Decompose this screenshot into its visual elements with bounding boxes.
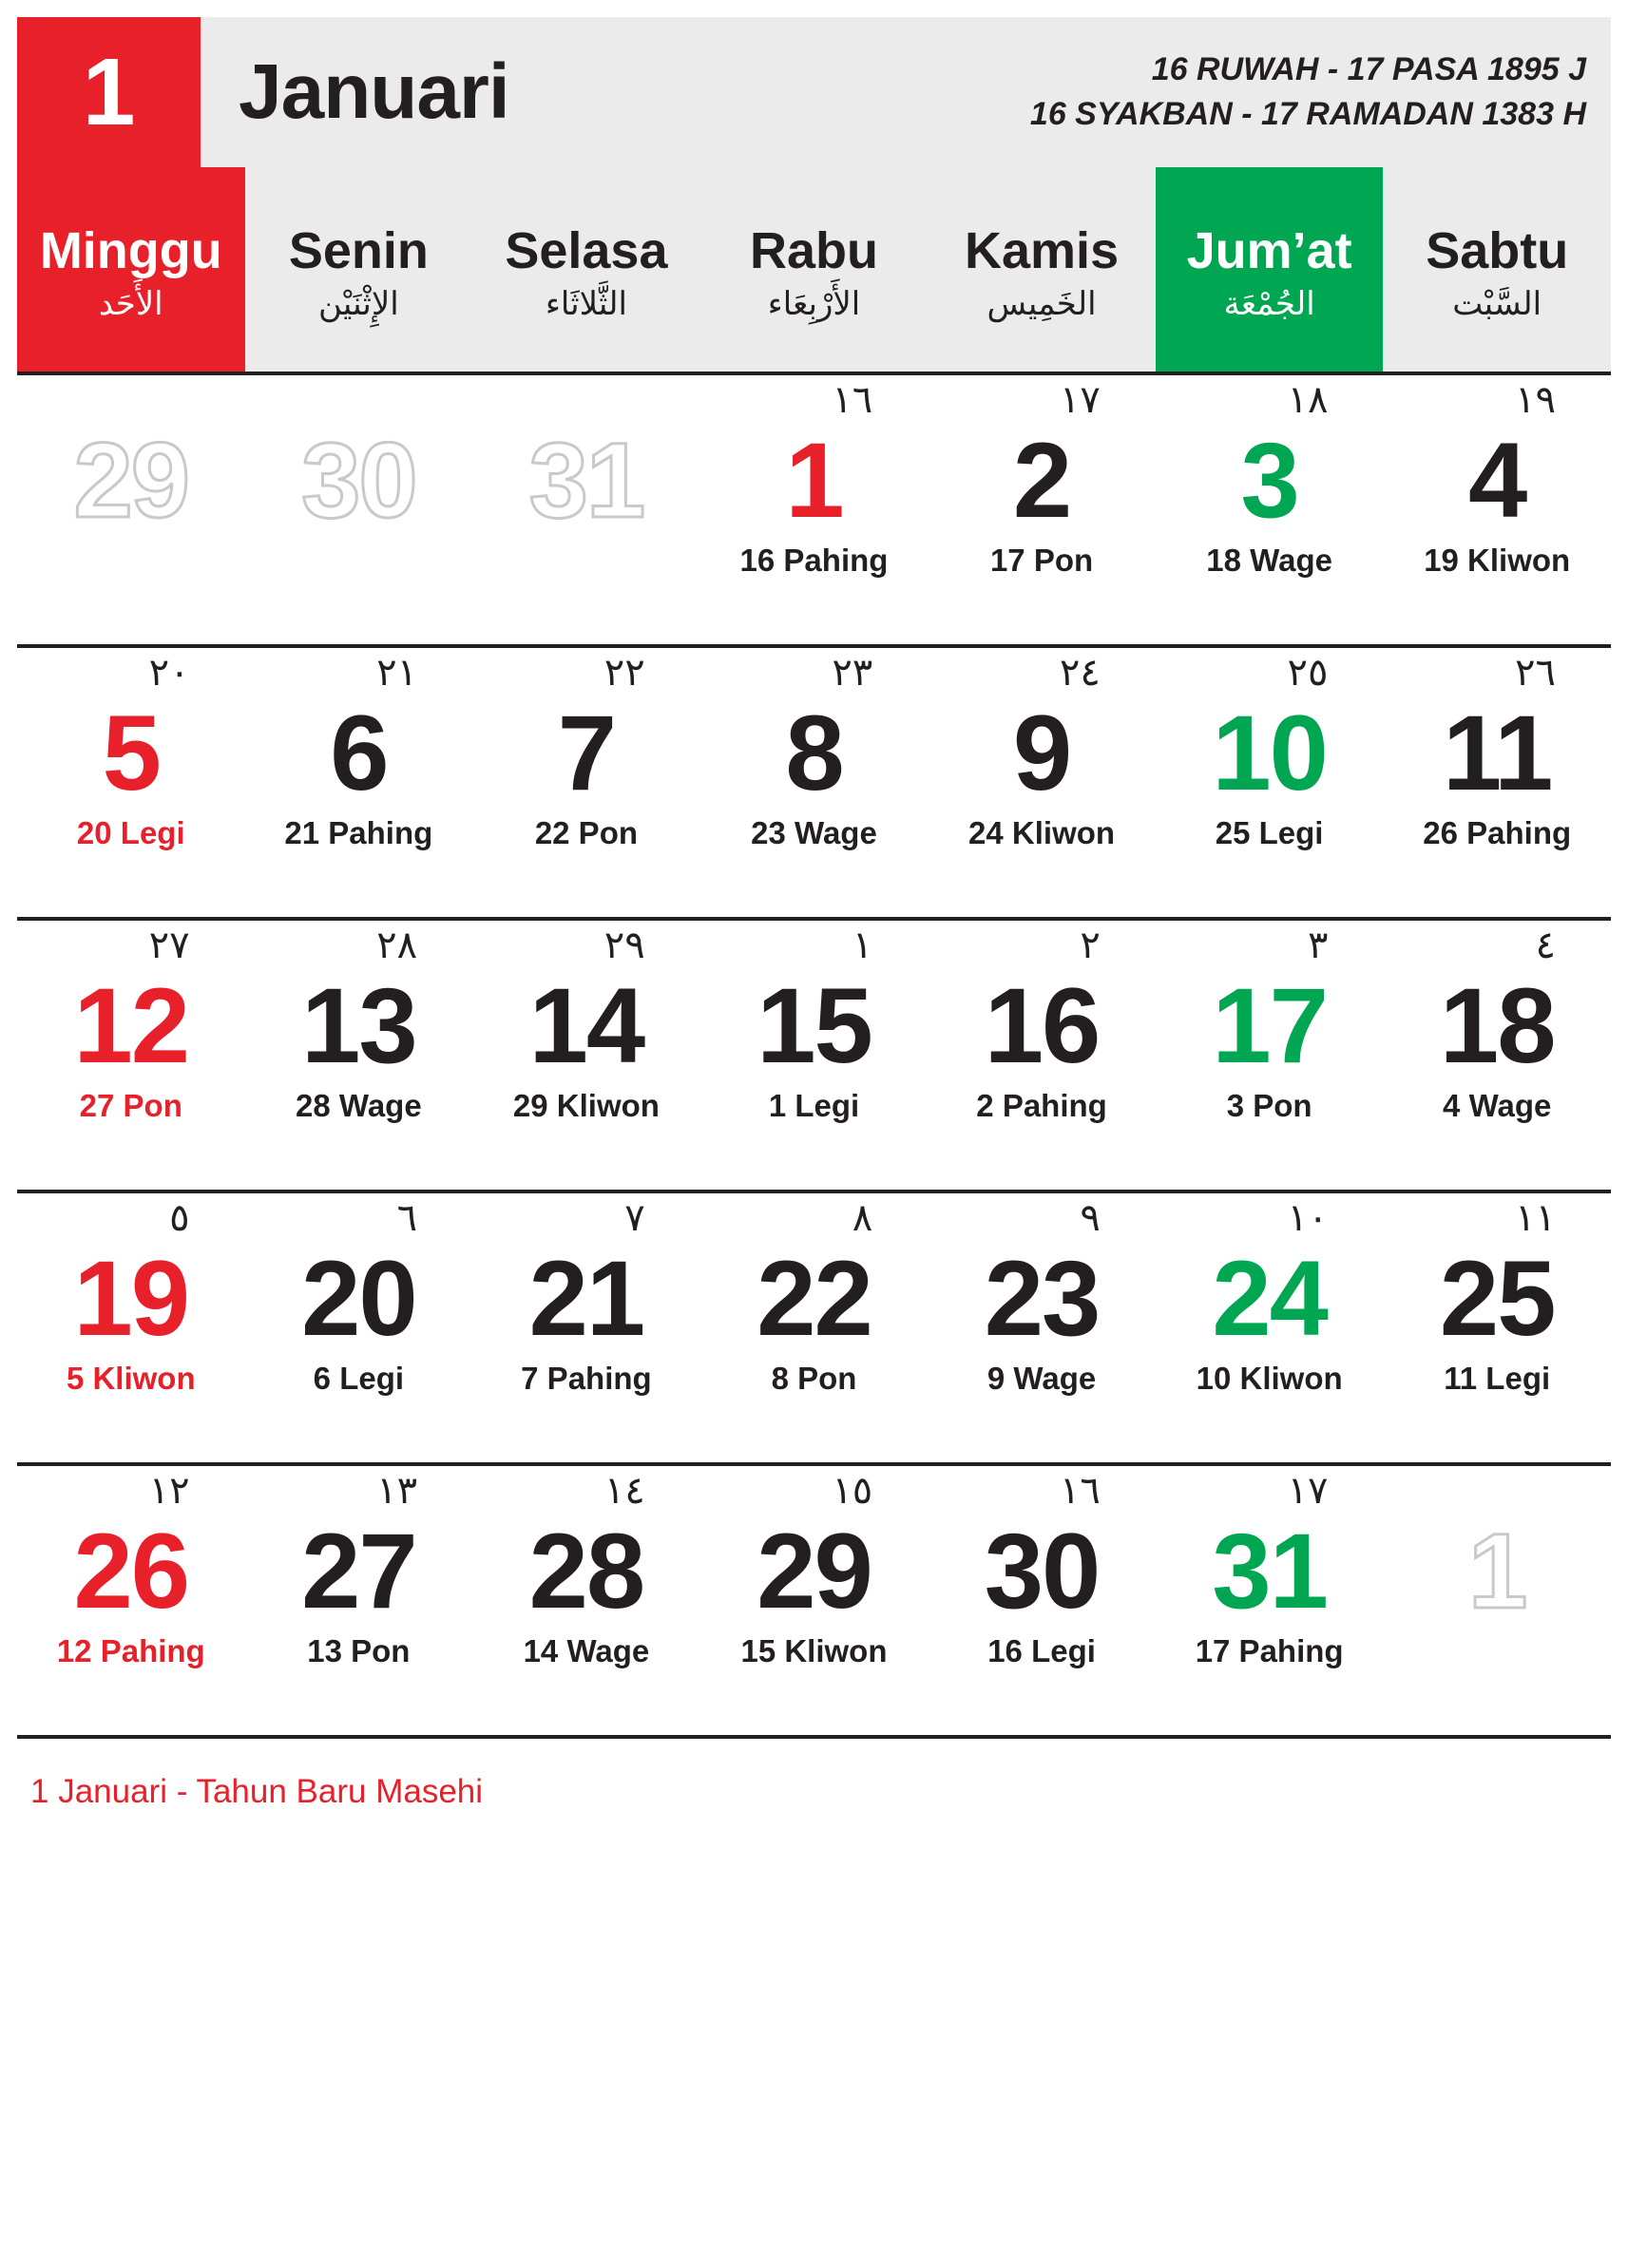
gregorian-day-number: 15 xyxy=(757,966,871,1085)
calendar-day-cell[interactable] xyxy=(17,648,245,917)
calendar-day-cell[interactable] xyxy=(245,375,473,644)
gregorian-day-number: 25 xyxy=(1439,1239,1555,1358)
hijri-day-number: ٦ xyxy=(396,1197,418,1239)
day-name-row xyxy=(17,167,1611,372)
javanese-day-label: 17 Pahing xyxy=(1195,1633,1344,1669)
gregorian-day-number: 18 xyxy=(1439,966,1555,1085)
hijri-day-number: ٢٤ xyxy=(1059,652,1101,694)
hijri-day-number: ٢٣ xyxy=(832,652,873,694)
gregorian-day-number: 10 xyxy=(1212,694,1327,812)
calendar-day-cell[interactable] xyxy=(1383,375,1611,644)
calendar-day-cell[interactable] xyxy=(700,375,929,644)
javanese-day-label: 27 Pon xyxy=(79,1088,182,1124)
javanese-day-label: 28 Wage xyxy=(296,1088,422,1124)
day-name-minggu xyxy=(17,167,245,372)
gregorian-day-number: 6 xyxy=(330,694,388,812)
calendar-day-cell[interactable] xyxy=(472,921,700,1190)
hijri-day-number: ١٣ xyxy=(376,1470,418,1512)
gregorian-day-number: 13 xyxy=(301,966,416,1085)
calendar-day-cell[interactable] xyxy=(472,375,700,644)
month-number-badge xyxy=(17,17,201,167)
gregorian-day-number: 9 xyxy=(1012,694,1071,812)
hijri-day-number: ٢٧ xyxy=(148,924,190,966)
javanese-day-label: 16 Legi xyxy=(987,1633,1096,1669)
calendar-day-cell[interactable] xyxy=(1383,1193,1611,1462)
javanese-day-label: 23 Wage xyxy=(751,815,877,851)
gregorian-day-number: 3 xyxy=(1240,421,1298,540)
javanese-day-label: 14 Wage xyxy=(523,1633,650,1669)
gregorian-day-number: 7 xyxy=(557,694,616,812)
calendar-day-cell[interactable] xyxy=(245,1466,473,1735)
day-name-arabic: الإِثْنَيْن xyxy=(318,285,399,322)
gregorian-day-number: 22 xyxy=(757,1239,871,1358)
hijri-day-number xyxy=(190,381,245,427)
gregorian-day-number: 31 xyxy=(528,421,644,540)
calendar-day-cell[interactable] xyxy=(1383,921,1611,1190)
hijri-day-number: ٢٨ xyxy=(376,924,418,966)
calendar-grid xyxy=(17,372,1611,1739)
day-name-sabtu xyxy=(1383,167,1611,372)
calendar-week-row xyxy=(17,1466,1611,1739)
calendar-day-cell[interactable] xyxy=(928,648,1156,917)
gregorian-day-number: 4 xyxy=(1468,421,1526,540)
gregorian-day-number: 28 xyxy=(528,1512,644,1630)
calendar-day-cell[interactable] xyxy=(245,648,473,917)
day-name-latin: Selasa xyxy=(505,222,668,280)
gregorian-day-number: 23 xyxy=(984,1239,1100,1358)
hijri-day-number xyxy=(417,381,472,427)
javanese-date-range: 16 RUWAH - 17 PASA 1895 J xyxy=(1151,51,1586,88)
day-name-senin xyxy=(245,167,473,372)
gregorian-day-number: 24 xyxy=(1212,1239,1327,1358)
calendar-day-cell[interactable] xyxy=(700,648,929,917)
javanese-day-label: 19 Kliwon xyxy=(1424,543,1571,579)
gregorian-day-number: 20 xyxy=(301,1239,416,1358)
calendar-header xyxy=(17,17,1611,167)
day-name-latin: Sabtu xyxy=(1426,222,1569,280)
javanese-day-label: 6 Legi xyxy=(313,1361,405,1397)
hijri-day-number: ٤ xyxy=(1535,924,1556,966)
hijri-day-number: ٢٥ xyxy=(1287,652,1329,694)
day-name-latin: Kamis xyxy=(965,222,1120,280)
gregorian-day-number: 1 xyxy=(1468,1512,1526,1630)
hijri-day-number: ١٠ xyxy=(1287,1197,1329,1239)
calendar-day-cell[interactable] xyxy=(472,1466,700,1735)
hijri-day-number: ١١ xyxy=(1515,1197,1556,1239)
javanese-day-label: 16 Pahing xyxy=(739,543,889,579)
hijri-day-number: ١٢ xyxy=(148,1470,190,1512)
javanese-day-label: 2 Pahing xyxy=(976,1088,1107,1124)
holiday-notes xyxy=(17,1739,1611,1814)
gregorian-day-number: 12 xyxy=(73,966,189,1085)
day-name-rabu xyxy=(700,167,929,372)
gregorian-day-number: 29 xyxy=(757,1512,871,1630)
gregorian-day-number: 21 xyxy=(528,1239,644,1358)
javanese-day-label: 20 Legi xyxy=(76,815,185,851)
javanese-day-label: 11 Legi xyxy=(1444,1361,1551,1397)
calendar-day-cell[interactable] xyxy=(700,1193,929,1462)
hijri-day-number: ١٩ xyxy=(1515,379,1556,421)
gregorian-day-number: 26 xyxy=(73,1512,189,1630)
gregorian-day-number: 27 xyxy=(301,1512,416,1630)
calendar-day-cell[interactable] xyxy=(472,1193,700,1462)
gregorian-day-number: 30 xyxy=(984,1512,1100,1630)
calendar-day-cell[interactable] xyxy=(245,921,473,1190)
holiday-note: 1 Januari - Tahun Baru Masehi xyxy=(30,1773,484,1810)
gregorian-day-number: 16 xyxy=(984,966,1100,1085)
javanese-day-label: 21 Pahing xyxy=(284,815,433,851)
alternate-calendar-dates xyxy=(509,17,1611,167)
javanese-day-label: 18 Wage xyxy=(1206,543,1332,579)
calendar-day-cell[interactable] xyxy=(17,1193,245,1462)
javanese-day-label: 5 Kliwon xyxy=(66,1361,196,1397)
day-name-selasa xyxy=(472,167,700,372)
day-name-latin: Jum’at xyxy=(1186,222,1352,280)
calendar-day-cell[interactable] xyxy=(1383,1466,1611,1735)
gregorian-day-number: 31 xyxy=(1212,1512,1327,1630)
hijri-day-number: ٥ xyxy=(169,1197,190,1239)
calendar-day-cell[interactable] xyxy=(700,921,929,1190)
calendar-week-row xyxy=(17,921,1611,1193)
hijri-day-number: ٣ xyxy=(1307,924,1329,966)
gregorian-day-number: 2 xyxy=(1012,421,1071,540)
gregorian-day-number: 11 xyxy=(1443,694,1552,812)
day-name-latin: Senin xyxy=(288,222,429,280)
hijri-day-number: ١٦ xyxy=(1059,1470,1101,1512)
javanese-day-label: 29 Kliwon xyxy=(512,1088,660,1124)
gregorian-day-number: 5 xyxy=(102,694,160,812)
calendar-week-row xyxy=(17,1193,1611,1466)
gregorian-day-number: 17 xyxy=(1212,966,1327,1085)
javanese-day-label: 3 Pon xyxy=(1226,1088,1312,1124)
javanese-day-label: 4 Wage xyxy=(1443,1088,1552,1124)
day-name-arabic: الأَرْبِعَاء xyxy=(767,285,861,322)
javanese-day-label: 8 Pon xyxy=(771,1361,857,1397)
javanese-day-label: 1 Legi xyxy=(768,1088,860,1124)
javanese-day-label: 25 Legi xyxy=(1215,815,1324,851)
calendar-day-cell[interactable] xyxy=(928,921,1156,1190)
calendar-day-cell[interactable] xyxy=(1156,921,1384,1190)
hijri-day-number: ١ xyxy=(852,924,873,966)
javanese-day-label: 17 Pon xyxy=(989,543,1094,579)
hijri-day-number: ٧ xyxy=(624,1197,645,1239)
hijri-day-number: ٩ xyxy=(1080,1197,1101,1239)
hijri-day-number: ١٤ xyxy=(603,1470,645,1512)
calendar-day-cell[interactable] xyxy=(928,1466,1156,1735)
calendar-day-cell[interactable] xyxy=(17,921,245,1190)
hijri-date-range: 16 SYAKBAN - 17 RAMADAN 1383 H xyxy=(1029,96,1586,132)
hijri-day-number: ١٨ xyxy=(1287,379,1329,421)
day-name-arabic: السَّبْت xyxy=(1452,285,1542,322)
hijri-day-number: ١٧ xyxy=(1287,1470,1329,1512)
calendar-week-row xyxy=(17,648,1611,921)
gregorian-day-number: 1 xyxy=(785,421,843,540)
gregorian-day-number: 8 xyxy=(785,694,843,812)
hijri-day-number: ٢١ xyxy=(376,652,418,694)
calendar-day-cell[interactable] xyxy=(700,1466,929,1735)
gregorian-day-number: 14 xyxy=(528,966,644,1085)
calendar-day-cell[interactable] xyxy=(472,648,700,917)
day-name-latin: Minggu xyxy=(39,222,222,280)
gregorian-day-number: 29 xyxy=(73,421,189,540)
month-name: Januari xyxy=(239,48,509,135)
hijri-day-number: ٢٢ xyxy=(603,652,645,694)
hijri-day-number: ١٦ xyxy=(832,379,873,421)
javanese-day-label: 13 Pon xyxy=(307,1633,411,1669)
javanese-day-label: 9 Wage xyxy=(986,1361,1097,1397)
gregorian-day-number: 19 xyxy=(73,1239,189,1358)
day-name-arabic: الثَّلاثَاء xyxy=(545,285,627,322)
month-number: 1 xyxy=(82,39,136,145)
calendar-day-cell[interactable] xyxy=(1156,375,1384,644)
javanese-day-label: 10 Kliwon xyxy=(1196,1361,1343,1397)
day-name-arabic: الجُمْعَة xyxy=(1223,285,1315,322)
calendar-week-row xyxy=(17,375,1611,648)
calendar-day-cell[interactable] xyxy=(17,1466,245,1735)
hijri-day-number: ١٥ xyxy=(832,1470,873,1512)
calendar-day-cell[interactable] xyxy=(1156,648,1384,917)
javanese-day-label: 12 Pahing xyxy=(56,1633,205,1669)
hijri-day-number: ٨ xyxy=(852,1197,873,1239)
calendar-day-cell[interactable] xyxy=(245,1193,473,1462)
hijri-day-number: ٢ xyxy=(1080,924,1101,966)
day-name-latin: Rabu xyxy=(749,222,878,280)
hijri-day-number: ٢٠ xyxy=(148,652,190,694)
hijri-day-number: ٢٦ xyxy=(1515,652,1556,694)
day-name-kamis xyxy=(928,167,1156,372)
javanese-day-label: 7 Pahing xyxy=(521,1361,652,1397)
calendar-day-cell[interactable] xyxy=(1156,1466,1384,1735)
javanese-day-label: 26 Pahing xyxy=(1423,815,1572,851)
hijri-day-number: ١٧ xyxy=(1059,379,1101,421)
javanese-day-label: 24 Kliwon xyxy=(968,815,1116,851)
day-name-arabic: الخَمِيس xyxy=(986,285,1097,322)
calendar-day-cell[interactable] xyxy=(928,375,1156,644)
hijri-day-number xyxy=(1556,1472,1611,1517)
calendar-day-cell[interactable] xyxy=(17,375,245,644)
hijri-day-number: ٢٩ xyxy=(603,924,645,966)
day-name-arabic: الأَحَد xyxy=(98,285,163,322)
javanese-day-label: 22 Pon xyxy=(534,815,639,851)
calendar-day-cell[interactable] xyxy=(1383,648,1611,917)
javanese-day-label: 15 Kliwon xyxy=(740,1633,888,1669)
calendar-day-cell[interactable] xyxy=(1156,1193,1384,1462)
day-name-jumat xyxy=(1156,167,1384,372)
hijri-day-number xyxy=(645,381,700,427)
calendar-day-cell[interactable] xyxy=(928,1193,1156,1462)
gregorian-day-number: 30 xyxy=(301,421,416,540)
